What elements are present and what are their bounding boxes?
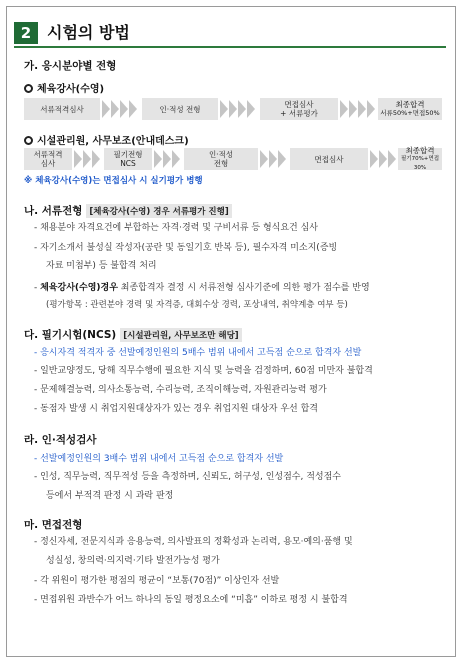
list-item: - 선발예정인원의 3배수 범위 내에서 고득점 순으로 합격자 선발 [34, 454, 284, 464]
circle-bullet-icon [24, 84, 33, 93]
flow-group2 [24, 145, 442, 171]
heading-ma: 마. 면접전형 [24, 519, 83, 531]
section-header [14, 22, 446, 48]
step-final-pass: 최종합격 필기70%+면접30% [398, 148, 442, 170]
section-title: 시험의 방법 [47, 23, 130, 42]
list-item: - 일반교양정도, 당해 직무수행에 필요한 지식 및 능력을 검정하며, 60점 미만자 불합격 [34, 366, 373, 376]
step-interview: 면접심사 [290, 148, 368, 170]
group1-title: 체육강사(수영) [24, 80, 104, 95]
list-item: - 문제해결능력, 의사소통능력, 수리능력, 조직이해능력, 자원관리능력 평가 [34, 385, 327, 395]
list-item: - 자기소개서 불성실 작성자(공란 및 동일기호 반복 등), 필수자격 미소지(증빙 [34, 243, 338, 253]
heading-na: 나. 서류전형 [체육강사(수영) 경우 서류평가 진행] [24, 203, 232, 218]
chevrons-icon [340, 98, 376, 120]
practical-note: ※ 체육강사(수영)는 면접심사 시 실기평가 병행 [24, 176, 203, 186]
list-item: - 면접위원 과반수가 어느 하나의 동일 평정요소에 “미흡” 이하로 평정 시 불합격 [34, 595, 348, 605]
list-item: - 채용분야 자격요건에 부합하는 자격·경력 및 구비서류 등 형식요건 심사 [34, 223, 318, 233]
chevrons-icon [370, 148, 397, 170]
heading-ra: 라. 인·적성검사 [24, 434, 97, 446]
scope-tag: [시설관리원, 사무보조만 해당] [120, 328, 241, 342]
list-item: - 정신자세, 전문지식과 응용능력, 의사발표의 정확성과 논리력, 용모·예의·품행 및 [34, 537, 353, 547]
circle-bullet-icon [24, 136, 33, 145]
group2-title: 시설관리원, 사무보조(안내데스크) [24, 132, 189, 147]
heading-ga: 가. 응시분야별 전형 [24, 60, 117, 72]
chevrons-icon [260, 148, 287, 170]
list-item: - 응시자격 적격자 중 선발예정인원의 5배수 범위 내에서 고득점 순으로 합격자 선발 [34, 348, 362, 358]
list-item: - 동점자 발생 시 취업지원대상자가 있는 경우 취업지원 대상자 우선 합격 [34, 404, 318, 414]
list-item: - 인성, 직무능력, 직무적성 등을 측정하며, 신뢰도, 허구성, 인성점수, 적성점수 [34, 472, 341, 482]
list-item: 성실성, 창의력·의지력·기타 발전가능성 평가 [46, 556, 220, 566]
chevrons-icon [102, 98, 138, 120]
list-item: - 체육강사(수영)경우 최종합격자 결정 시 서류전형 심사기준에 의한 평가 점수를 반영 [34, 283, 370, 293]
flow-group1 [24, 98, 442, 120]
scope-tag: [체육강사(수영) 경우 서류평가 진행] [86, 204, 231, 218]
step-interview: 면접심사 + 서류평가 [260, 98, 338, 120]
step-document-screening: 서류적격심사 [24, 98, 100, 120]
heading-da: 다. 필기시험(NCS) [시설관리원, 사무보조만 해당] [24, 327, 242, 342]
step-aptitude: 인·적성 전형 [142, 98, 218, 120]
list-item: (평가항목 : 관련분야 경력 및 자격증, 대회수상 경력, 포상내역, 취약계층 여부 등) [46, 300, 348, 310]
list-item: 등에서 부적격 판정 시 과락 판정 [46, 491, 174, 501]
step-written-test: 필기전형 NCS [104, 148, 152, 170]
header-rule [14, 46, 446, 48]
list-item: 자료 미첨부) 등 불합격 처리 [46, 261, 157, 271]
chevrons-icon [220, 98, 256, 120]
step-aptitude: 인·적성 전형 [184, 148, 258, 170]
list-item: - 각 위원이 평가한 평점의 평균이 “보통(70점)” 이상인자 선발 [34, 576, 280, 586]
section-number: 2 [14, 22, 38, 44]
chevrons-icon [74, 148, 101, 170]
step-final-pass: 최종합격 서류50%+면접50% [378, 98, 442, 120]
chevrons-icon [154, 148, 181, 170]
step-document-screening: 서류적격 심사 [24, 148, 72, 170]
